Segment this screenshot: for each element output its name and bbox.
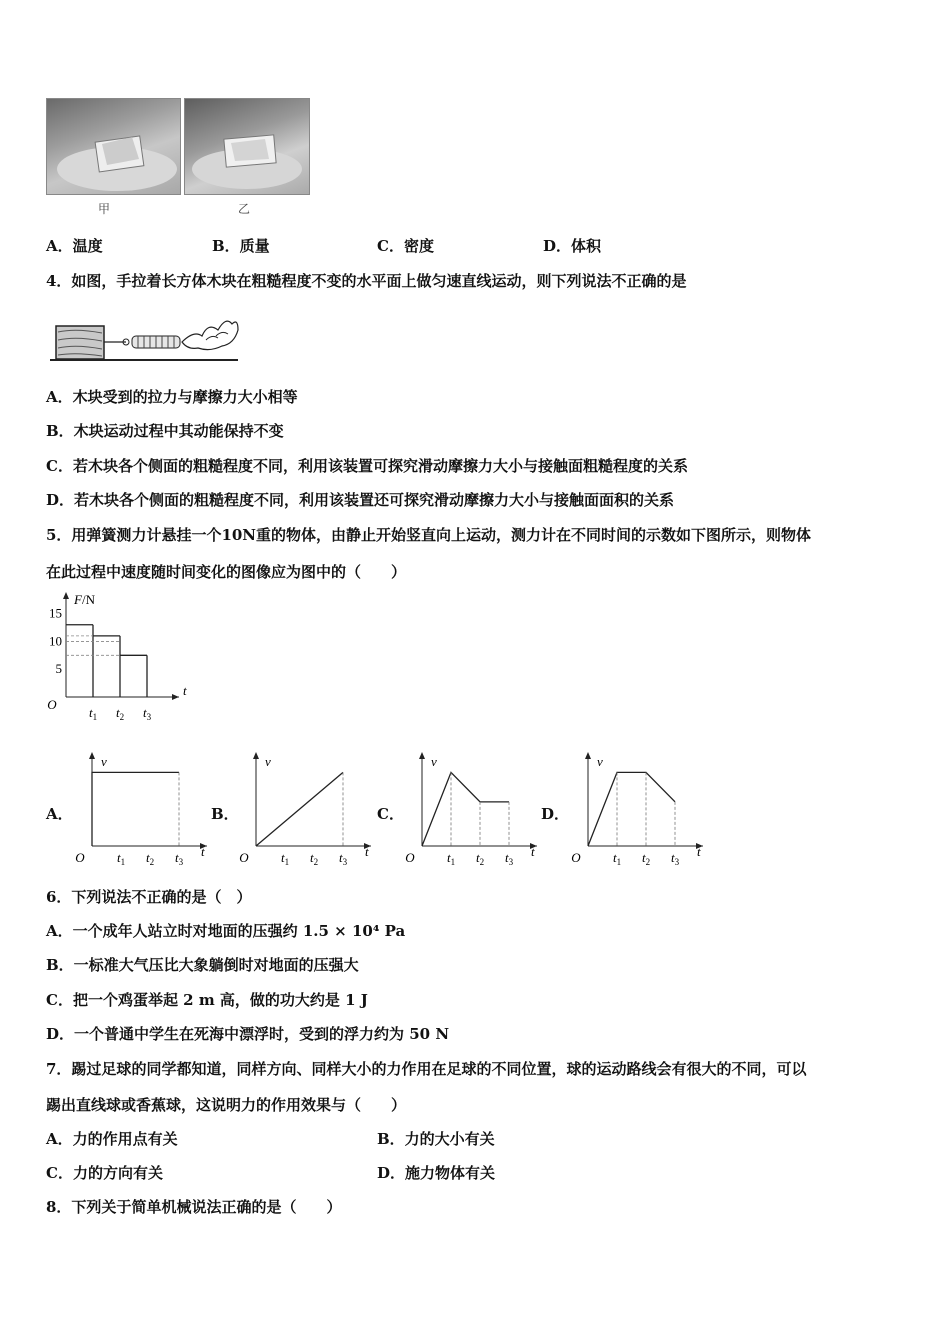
q4-option-d[interactable]: D．若木块各个侧面的粗糙程度不同，利用该装置还可探究滑动摩擦力大小与接触面面积的关系 xyxy=(46,491,675,509)
q7-stem-line1: 7．踢过足球的同学都知道，同样方向、同样大小的力作用在足球的不同位置，球的运动路线会有很大的不同，可以 xyxy=(46,1060,807,1078)
x-tick-label: $t_3$ xyxy=(670,850,680,867)
velocity-chart-a[interactable] xyxy=(70,748,210,873)
q5-stem-line1: 5．用弹簧测力计悬挂一个10N重的物体，由静止开始竖直向上运动，测力计在不同时间的示数如下图所示，则物体 xyxy=(46,526,812,544)
velocity-chart-b[interactable] xyxy=(234,748,374,873)
wooden-block xyxy=(56,326,104,359)
q3-option-c[interactable]: C．密度 xyxy=(377,237,434,255)
photo-yi xyxy=(184,98,310,195)
q4-option-c[interactable]: C．若木块各个侧面的粗糙程度不同，利用该装置可探究滑动摩擦力大小与接触面粗糙程度的关系 xyxy=(46,457,688,475)
origin-label: O xyxy=(405,850,415,865)
y-axis-label: F/N xyxy=(74,592,95,607)
x-axis-label: t xyxy=(531,844,535,859)
x-tick-label: $t_1$ xyxy=(88,705,98,722)
y-axis-arrow xyxy=(585,752,591,759)
x-tick-label: $t_1$ xyxy=(612,850,622,867)
x-axis-label: t xyxy=(365,844,369,859)
y-axis-arrow xyxy=(419,752,425,759)
x-axis-label: t xyxy=(697,844,701,859)
y-axis-label: v xyxy=(597,754,603,769)
x-tick-label: $t_1$ xyxy=(116,850,126,867)
velocity-chart-c[interactable] xyxy=(400,748,540,873)
x-tick-label: $t_2$ xyxy=(145,850,155,867)
q5-option-b-label[interactable]: B． xyxy=(211,805,239,823)
velocity-chart-d[interactable] xyxy=(566,748,706,873)
x-axis-label: t xyxy=(183,683,187,698)
q3-option-d[interactable]: D．体积 xyxy=(543,237,602,255)
x-tick-label: $t_2$ xyxy=(475,850,485,867)
x-axis-label: t xyxy=(201,844,205,859)
y-tick-label: 15 xyxy=(49,605,62,621)
x-tick-label: $t_2$ xyxy=(641,850,651,867)
q4-figure xyxy=(46,300,241,366)
q5-option-d-label[interactable]: D． xyxy=(541,805,570,823)
x-tick-label: $t_1$ xyxy=(280,850,290,867)
caption-jia: 甲 xyxy=(98,202,111,216)
q7-stem-line2: 踢出直线球或香蕉球，这说明力的作用效果与（ ） xyxy=(46,1096,407,1114)
x-tick-label: $t_3$ xyxy=(142,705,152,722)
velocity-line xyxy=(588,772,675,846)
q6-option-a[interactable]: A．一个成年人站立时对地面的压强约 1.5 × 10⁴ Pa xyxy=(46,922,406,940)
q7-option-d[interactable]: D．施力物体有关 xyxy=(377,1164,496,1182)
x-tick-label: $t_3$ xyxy=(174,850,184,867)
origin-label: O xyxy=(75,850,85,865)
q5-option-a-label[interactable]: A． xyxy=(46,805,73,823)
q6-option-d[interactable]: D．一个普通中学生在死海中漂浮时，受到的浮力约为 50 N xyxy=(46,1025,450,1043)
q3-option-a[interactable]: A．温度 xyxy=(46,237,103,255)
y-axis-arrow xyxy=(89,752,95,759)
q4-option-b[interactable]: B．木块运动过程中其动能保持不变 xyxy=(46,422,284,440)
photo-yi-content xyxy=(185,99,309,194)
q5-option-c-label[interactable]: C． xyxy=(377,805,404,823)
velocity-line xyxy=(422,772,509,846)
q7-option-b[interactable]: B．力的大小有关 xyxy=(377,1130,495,1148)
q8-stem: 8．下列关于简单机械说法正确的是（ ） xyxy=(46,1198,342,1216)
x-tick-label: $t_3$ xyxy=(338,850,348,867)
velocity-line xyxy=(92,772,179,846)
y-tick-label: 5 xyxy=(55,661,62,677)
spring-scale xyxy=(132,336,180,348)
photo-jia xyxy=(46,98,181,195)
q3-option-b[interactable]: B．质量 xyxy=(212,237,270,255)
velocity-line xyxy=(256,772,343,846)
q6-option-c[interactable]: C．把一个鸡蛋举起 2 m 高，做的功大约是 1 J xyxy=(46,991,368,1009)
origin-label: O xyxy=(571,850,581,865)
q6-option-b[interactable]: B．一标准大气压比大象躺倒时对地面的压强大 xyxy=(46,956,359,974)
hand xyxy=(182,321,238,350)
force-time-chart xyxy=(40,588,200,728)
y-tick-label: 10 xyxy=(49,633,62,649)
x-tick-label: $t_2$ xyxy=(115,705,125,722)
y-axis-arrow xyxy=(63,592,69,599)
x-tick-label: $t_1$ xyxy=(446,850,456,867)
photo-jia-content xyxy=(47,99,180,194)
q5-stem-line2: 在此过程中速度随时间变化的图像应为图中的（ ） xyxy=(46,563,407,581)
q6-stem: 6．下列说法不正确的是（ ） xyxy=(46,888,252,906)
q4-option-a[interactable]: A．木块受到的拉力与摩擦力大小相等 xyxy=(46,388,298,406)
y-axis-arrow xyxy=(253,752,259,759)
origin-label: O xyxy=(47,697,57,712)
q7-option-c[interactable]: C．力的方向有关 xyxy=(46,1164,163,1182)
q7-option-a[interactable]: A．力的作用点有关 xyxy=(46,1130,178,1148)
caption-yi: 乙 xyxy=(238,202,251,216)
y-axis-label: v xyxy=(431,754,437,769)
origin-label: O xyxy=(239,850,249,865)
q4-stem: 4．如图，手拉着长方体木块在粗糙程度不变的水平面上做匀速直线运动，则下列说法不正确的是 xyxy=(46,272,687,290)
y-axis-label: v xyxy=(265,754,271,769)
x-tick-label: $t_3$ xyxy=(504,850,514,867)
x-tick-label: $t_2$ xyxy=(309,850,319,867)
x-axis-arrow xyxy=(172,694,179,700)
y-axis-label: v xyxy=(101,754,107,769)
